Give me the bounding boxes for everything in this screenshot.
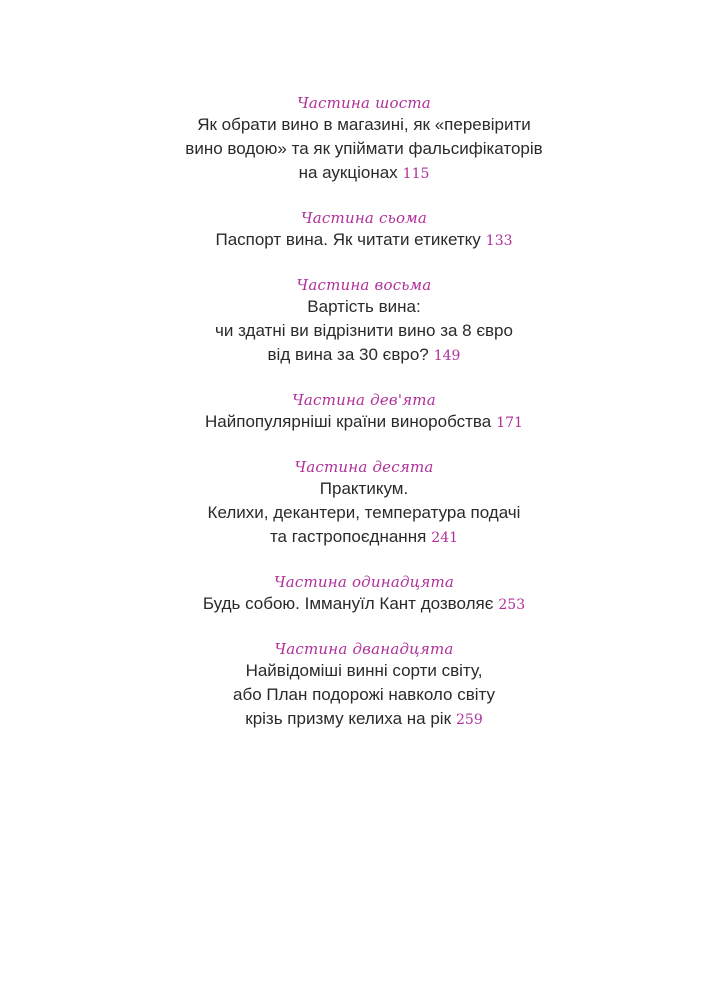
chapter-title: [0, 113, 728, 186]
chapter-title: [0, 295, 728, 368]
page-number: 241: [431, 530, 459, 546]
page-number: 133: [485, 233, 513, 249]
title-text: та гастропоєднання: [269, 527, 427, 546]
table-of-contents: [0, 93, 728, 754]
toc-entry: [0, 93, 728, 186]
title-text: Найпопулярніші країни виноробства: [205, 412, 492, 431]
title-line: або План подорожі навколо світу: [233, 685, 495, 704]
title-line-last: [0, 228, 728, 253]
page-number: 115: [402, 166, 430, 182]
title-line-last: [0, 592, 728, 617]
chapter-title: [0, 592, 728, 617]
part-label: Частина сьома: [301, 209, 427, 227]
title-line: Як обрати вино в магазині, як «перевірити: [197, 115, 531, 134]
title-text: крізь призму келиха на рік: [245, 709, 452, 728]
page-number: 253: [498, 597, 526, 613]
part-label: Частина десята: [294, 458, 434, 476]
toc-entry: [0, 572, 728, 617]
title-text: від вина за 30 євро?: [267, 345, 429, 364]
toc-entry: [0, 639, 728, 732]
title-line: Найвідоміші винні сорти світу,: [245, 661, 483, 680]
part-label: Частина одинадцята: [273, 573, 455, 591]
chapter-title: [0, 659, 728, 732]
title-line: Келихи, декантери, температура подачі: [207, 503, 521, 522]
title-line: Практикум.: [319, 479, 409, 498]
title-line: вино водою» та як упіймати фальсифікаторів: [185, 139, 543, 158]
title-line: чи здатні ви відрізнити вино за 8 євро: [215, 321, 513, 340]
page-number: 171: [496, 415, 523, 431]
title-text: Паспорт вина. Як читати етикетку: [215, 230, 481, 249]
title-line-last: [0, 410, 728, 435]
title-text: Будь собою. Іммануїл Кант дозволяє: [202, 594, 494, 613]
page-number: 259: [456, 712, 483, 728]
title-line: Вартість вина:: [307, 297, 421, 316]
page-number: 149: [433, 348, 461, 364]
part-label: Частина шоста: [297, 94, 431, 112]
title-line-last: [0, 161, 728, 186]
toc-entry: [0, 457, 728, 550]
part-label: Частина восьма: [296, 276, 432, 294]
title-line-last: [0, 707, 728, 732]
title-text: на аукціонах: [298, 163, 398, 182]
toc-entry: [0, 390, 728, 435]
chapter-title: [0, 228, 728, 253]
title-line-last: [0, 343, 728, 368]
toc-entry: [0, 275, 728, 368]
toc-entry: [0, 208, 728, 253]
title-line-last: [0, 525, 728, 550]
chapter-title: [0, 477, 728, 550]
chapter-title: [0, 410, 728, 435]
part-label: Частина дванадцята: [274, 640, 454, 658]
part-label: Частина дев'ята: [292, 391, 436, 409]
